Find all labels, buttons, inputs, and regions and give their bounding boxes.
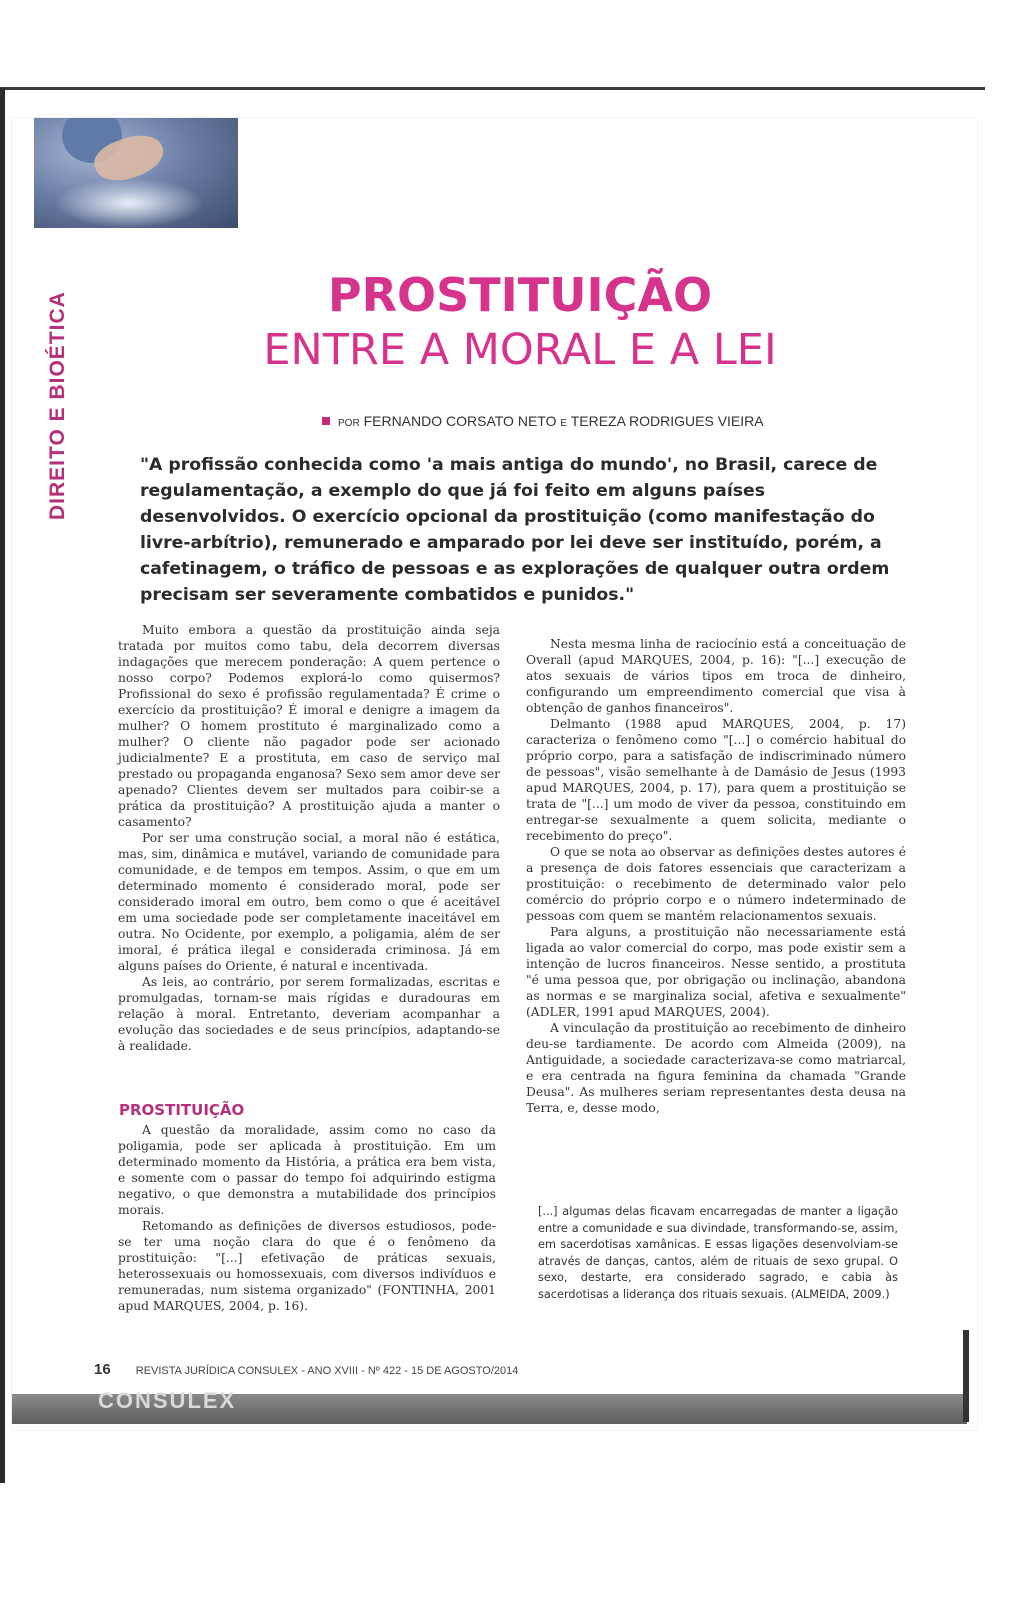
- paragraph: O que se nota ao observar as definições destes autores é a presença de dois fatores essenciais que caracterizam a prostituição: o recebimento de determinado valor pelo comércio do próprio corpo e o número indeterminado de pessoas com quem se mantém relacionamentos sexuais.: [526, 845, 906, 923]
- column-2: [526, 636, 906, 1116]
- publication-info: REVISTA JURÍDICA CONSULEX - ANO XVIII - Nº 422 - 15 DE AGOSTO/2014: [135, 1365, 519, 1377]
- scan-edge-top: [0, 87, 985, 90]
- bullet-square-icon: [322, 417, 330, 425]
- paragraph: Retomando as definições de diversos estudiosos, pode-se ter uma noção clara do que é o fenômeno da prostituição: "[...] efetivação de práticas sexuais, heterossexuais ou homossexuais, com diversos indivíduos e remuneradas, num sistema organizado" (FONTINHA, 2001 apud MARQUES, 2004, p. 16).: [118, 1219, 496, 1313]
- paragraph: A questão da moralidade, assim como no caso da poligamia, pode ser aplicada à prostituição. Em um determinado momento da História, a prática era bem vista, e somente com o passar do tempo foi adquirindo estigma negativo, o que demonstra a mutabilidade dos princípios morais.: [118, 1123, 496, 1217]
- page-number: 16: [94, 1361, 111, 1378]
- byline-prefix: POR: [338, 418, 360, 429]
- byline-conj: E: [560, 418, 568, 429]
- article-title: PROSTITUIÇÃO: [327, 268, 713, 322]
- paragraph: Delmanto (1988 apud MARQUES, 2004, p. 17) caracteriza o fenômeno como "[...] o comércio habitual do próprio corpo, para a satisfação de indiscriminado número de pessoas", visão semelhante à de Damásio de Jesus (1993 apud MARQUES, 2004, p. 17), para quem a prostituição se trata de "[...] um modo de viver da pessoa, constituindo em entregar-se sexualmente a quem solicita, mediante o recebimento do preço".: [526, 717, 906, 843]
- column-1-continued: [118, 1122, 496, 1314]
- paragraph: Nesta mesma linha de raciocínio está a conceituação de Overall (apud MARQUES, 2004, p. 16): "[...] execução de atos sexuais de vários tipos em troca de dinheiro, configurando um empreendimento comercial que visa à obtenção de ganhos financeiros".: [526, 637, 906, 715]
- photo-glow: [54, 178, 204, 228]
- scan-edge-left: [0, 88, 5, 1483]
- paragraph: Para alguns, a prostituição não necessariamente está ligada ao valor comercial do corpo, mas pode existir sem a intenção de lucros financeiros. Nesse sentido, a prostituta "é uma pessoa que, por obrigação ou inclinação, abandona as normas e se marginaliza social, afetiva e sexualmente" (ADLER, 1991 apud MARQUES, 2004).: [526, 925, 906, 1019]
- paragraph: A vinculação da prostituição ao recebimento de dinheiro deu-se tardiamente. De acordo com Almeida (2009), na Antiguidade, a sociedade caracterizava-se como matriarcal, e era centrada na figura feminina da chamada "Grande Deusa". As mulheres seriam representantes desta deusa na Terra, e, desse modo,: [526, 1021, 906, 1115]
- strip-logo-text: CONSULEX: [98, 1388, 237, 1413]
- block-quote: [...] algumas delas ficavam encarregadas de manter a ligação entre a comunidade e sua divindade, transformando-se, assim, em sacerdotisas xamânicas. E essas ligações desenvolviam-se através de danças, cantos, além de rituais de sexo grupal. O sexo, destarte, era considerado sagrado, e cabia às sacerdotisas a liderança dos rituais sexuais. (ALMEIDA, 2009.): [538, 1205, 898, 1301]
- paragraph: Por ser uma construção social, a moral não é estática, mas, sim, dinâmica e mutável, variando de comunidade para comunidade, e de tempos em tempos. Assim, o que em um determinado momento é considerado moral, pode ser considerado imoral em outro, bem como o que é aceitável em uma sociedade pode ser completamente inaceitável em outra. No Ocidente, por exemplo, a poligamia, além de ser imoral, é prática ilegal e considerada criminosa. Já em alguns países do Oriente, é natural e incentivada.: [118, 831, 500, 973]
- author-1: FERNANDO CORSATO NETO: [363, 413, 557, 429]
- author-2: TEREZA RODRIGUES VIEIRA: [570, 413, 764, 429]
- next-page-strip: [12, 1388, 967, 1424]
- section-label: DIREITO E BIOÉTICA: [46, 291, 69, 520]
- paragraph: As leis, ao contrário, por serem formalizadas, escritas e promulgadas, tornam-se mais rígidas e duradouras em relação à moral. Entretanto, deveriam acompanhar a evolução das sociedades e de seus princípios, adaptando-se à realidade.: [118, 975, 500, 1053]
- column-1: [118, 622, 500, 1054]
- scan-edge-right: [963, 1330, 969, 1422]
- section-subheading: PROSTITUIÇÃO: [119, 1101, 245, 1119]
- header-photo: [34, 118, 238, 228]
- pull-quote: "A profissão conhecida como 'a mais antiga do mundo', no Brasil, carece de regulamentação, a exemplo do que já foi feito em alguns países desenvolvidos. O exercício opcional da prostituição (como manifestação do livre-arbítrio), remunerado e amparado por lei deve ser instituído, porém, a cafetinagem, o tráfico de pessoas e as explorações de qualquer outra ordem precisam ser severamente combatidos e punidos.": [140, 455, 890, 605]
- page-footer: [94, 1361, 518, 1378]
- byline: [322, 413, 764, 429]
- article-subtitle: ENTRE A MORAL E A LEI: [263, 325, 777, 375]
- paragraph: Muito embora a questão da prostituição ainda seja tratada por muitos como tabu, dela decorrem diversas indagações que merecem ponderação: A quem pertence o nosso corpo? Podemos explorá-lo como quisermos? Profissional do sexo é profissão regulamentada? É crime o exercício da prostituição? É imoral e denigre a imagem da mulher? O homem prostituto é marginalizado como a mulher? O cliente não pagador pode ser acionado judicialmente? E a prostituta, em caso de serviço mal prestado ou propaganda enganosa? Sexo sem amor deve ser apenado? Clientes devem ser multados para coibir-se a prática da prostituição? A prostituição ajuda a manter o casamento?: [118, 623, 500, 829]
